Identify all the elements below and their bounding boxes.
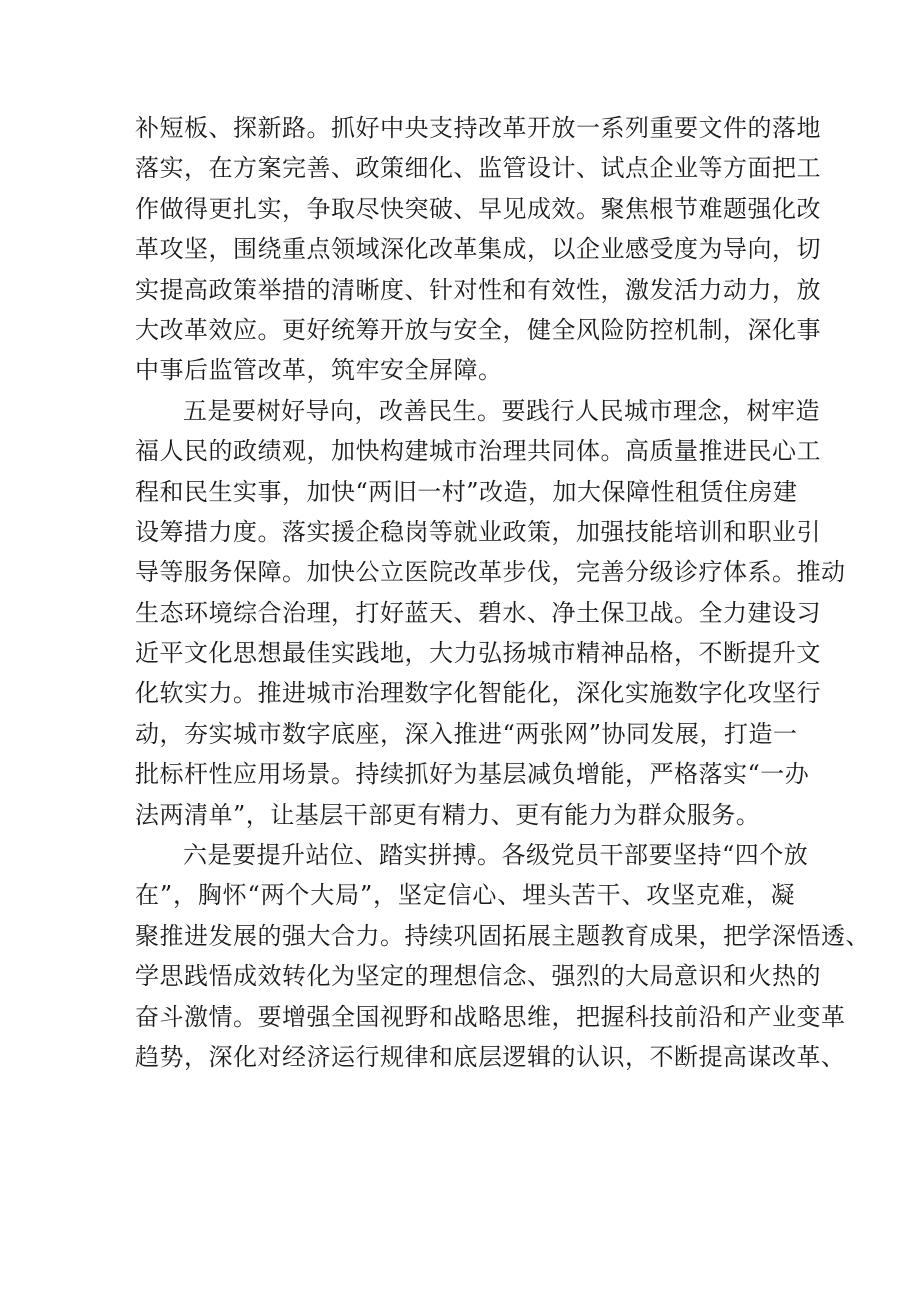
text-line: 化软实力。推进城市治理数字化智能化，深化实施数字化攻坚行 xyxy=(135,679,821,708)
body-text xyxy=(135,108,870,1077)
text-line: 落实，在方案完善、政策细化、监管设计、试点企业等方面把工 xyxy=(135,154,821,183)
text-line: 近平文化思想最佳实践地，大力弘扬城市精神品格，不断提升文 xyxy=(135,639,821,668)
text-line: 趋势，深化对经济运行规律和底层逻辑的认识，不断提高谋改革、 xyxy=(135,1042,846,1071)
paragraph-2 xyxy=(135,391,846,835)
text-line: 六是要提升站位、踏实拼搏。各级党员干部要坚持“四个放 xyxy=(183,841,809,870)
text-line: 中事后监管改革，筑牢安全屏障。 xyxy=(135,356,503,385)
text-line: 福人民的政绩观，加快构建城市治理共同体。高质量推进民心工 xyxy=(135,437,821,466)
text-line: 导等服务保障。加快公立医院改革步伐，完善分级诊疗体系。推动 xyxy=(135,558,846,587)
text-line: 作做得更扎实，争取尽快突破、早见成效。聚焦根节难题强化改 xyxy=(135,194,821,223)
text-line: 革攻坚，围绕重点领域深化改革集成，以企业感受度为导向，切 xyxy=(135,235,821,264)
text-line: 程和民生实事，加快“两旧一村”改造，加大保障性租赁住房建 xyxy=(135,477,798,506)
text-line: 生态环境综合治理，打好蓝天、碧水、净土保卫战。全力建设习 xyxy=(135,598,821,627)
text-line: 实提高政策举措的清晰度、针对性和有效性，激发活力动力，放 xyxy=(135,275,821,304)
text-line: 法两清单”，让基层干部更有精力、更有能力为群众服务。 xyxy=(135,800,761,829)
text-line: 大改革效应。更好统筹开放与安全，健全风险防控机制，深化事 xyxy=(135,315,821,344)
text-line: 聚推进发展的强大合力。持续巩固拓展主题教育成果，把学深悟透、 xyxy=(135,921,870,950)
text-line: 学思践悟成效转化为坚定的理想信念、强烈的大局意识和火热的 xyxy=(135,962,821,991)
text-line: 动，夯实城市数字底座，深入推进“两张网”协同发展，打造一 xyxy=(135,719,798,748)
text-line: 奋斗激情。要增强全国视野和战略思维，把握科技前沿和产业变革 xyxy=(135,1002,846,1031)
text-line: 五是要树好导向，改善民生。要践行人民城市理念，树牢造 xyxy=(183,396,820,425)
text-line: 批标杆性应用场景。持续抓好为基层减负增能，严格落实“一办 xyxy=(135,760,810,789)
paragraph-1 xyxy=(135,108,821,391)
paragraph-3 xyxy=(135,835,870,1077)
text-line: 补短板、探新路。抓好中央支持改革开放一系列重要文件的落地 xyxy=(135,114,821,142)
text-line: 在”，胸怀“两个大局”，坚定信心、埋头苦干、攻坚克难，凝 xyxy=(135,881,795,910)
text-line: 设筹措力度。落实援企稳岗等就业政策，加强技能培训和职业引 xyxy=(135,517,821,546)
